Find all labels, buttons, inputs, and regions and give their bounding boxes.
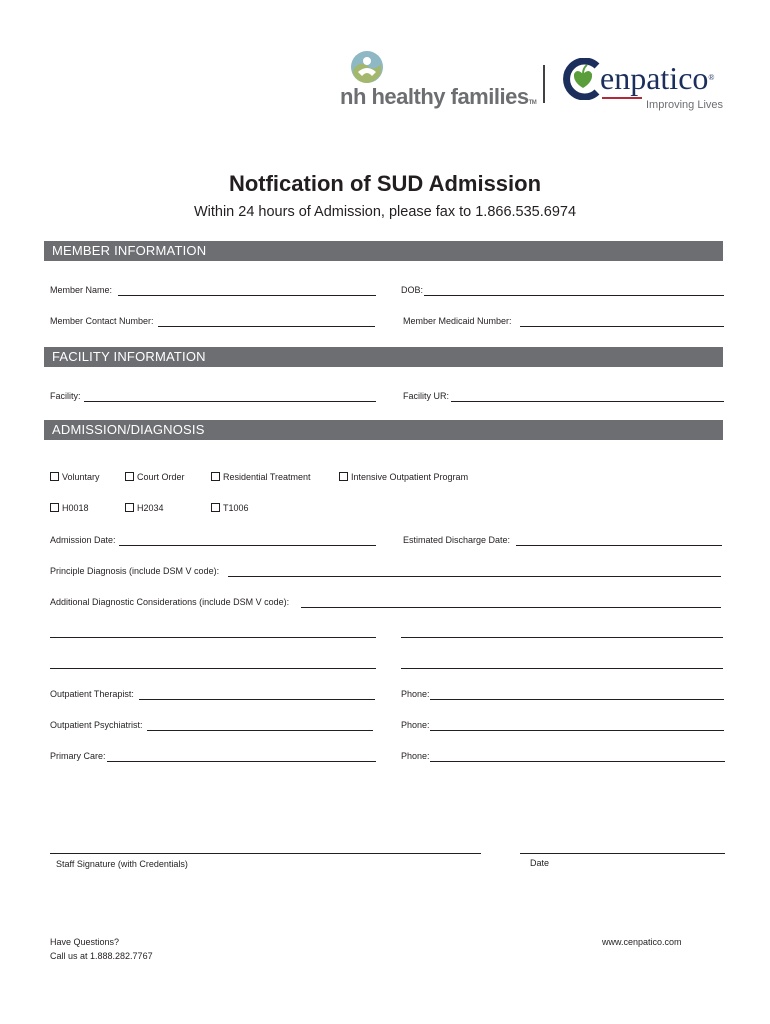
section-member-information: MEMBER INFORMATION bbox=[44, 241, 723, 261]
signature-date-label: Date bbox=[530, 858, 550, 868]
member-contact-number-field[interactable] bbox=[158, 326, 375, 327]
member-medicaid-number-field[interactable] bbox=[520, 326, 724, 327]
logo-divider bbox=[543, 65, 545, 103]
facility-ur-label: Facility UR: bbox=[403, 391, 450, 401]
outpatient-therapist-field[interactable] bbox=[139, 699, 375, 700]
nh-healthy-families-logo bbox=[340, 84, 536, 110]
checkbox-label: Voluntary bbox=[62, 472, 100, 482]
therapist-phone-field[interactable] bbox=[430, 699, 724, 700]
footer-website[interactable]: www.cenpatico.com bbox=[602, 937, 682, 947]
estimated-discharge-date-label: Estimated Discharge Date: bbox=[403, 535, 511, 545]
checkbox-box[interactable] bbox=[125, 503, 134, 512]
psychiatrist-phone-label: Phone: bbox=[401, 720, 430, 730]
outpatient-psychiatrist-field[interactable] bbox=[147, 730, 373, 731]
outpatient-therapist-label: Outpatient Therapist: bbox=[50, 689, 134, 699]
primary-care-phone-label: Phone: bbox=[401, 751, 430, 761]
additional-considerations-line[interactable] bbox=[401, 668, 723, 669]
footer-questions: Have Questions? bbox=[50, 937, 120, 947]
admission-date-field[interactable] bbox=[119, 545, 376, 546]
principle-diagnosis-label: Principle Diagnosis (include DSM V code): bbox=[50, 566, 220, 576]
checkbox-label: H2034 bbox=[137, 503, 164, 513]
additional-considerations-field[interactable] bbox=[301, 607, 721, 608]
additional-considerations-label: Additional Diagnostic Considerations (include DSM V code): bbox=[50, 597, 290, 607]
checkbox-box[interactable] bbox=[125, 472, 134, 481]
estimated-discharge-date-field[interactable] bbox=[516, 545, 722, 546]
checkbox-box[interactable] bbox=[50, 503, 59, 512]
checkbox-box[interactable] bbox=[211, 503, 220, 512]
checkbox-label: T1006 bbox=[223, 503, 249, 513]
cenpatico-tagline: Improving Lives bbox=[646, 99, 724, 111]
staff-signature-field[interactable] bbox=[50, 853, 481, 854]
staff-signature-label: Staff Signature (with Credentials) bbox=[56, 859, 188, 869]
checkbox-label: H0018 bbox=[62, 503, 89, 513]
checkbox-voluntary[interactable] bbox=[50, 472, 100, 483]
member-contact-number-label: Member Contact Number: bbox=[50, 316, 154, 326]
psychiatrist-phone-field[interactable] bbox=[430, 730, 724, 731]
member-name-label: Member Name: bbox=[50, 285, 113, 295]
signature-date-field[interactable] bbox=[520, 853, 725, 854]
dob-label: DOB: bbox=[401, 285, 424, 295]
member-medicaid-number-label: Member Medicaid Number: bbox=[403, 316, 512, 326]
additional-considerations-line[interactable] bbox=[50, 637, 376, 638]
checkbox-h2034[interactable] bbox=[125, 503, 164, 514]
additional-considerations-line[interactable] bbox=[401, 637, 723, 638]
cenpatico-logo-text: enpatico bbox=[600, 60, 709, 96]
principle-diagnosis-field[interactable] bbox=[228, 576, 721, 577]
section-facility-information: FACILITY INFORMATION bbox=[44, 347, 723, 367]
checkbox-box[interactable] bbox=[211, 472, 220, 481]
nh-logo-tm: TM bbox=[528, 100, 537, 106]
checkbox-t1006[interactable] bbox=[211, 503, 249, 514]
nh-healthy-families-logo-icon bbox=[350, 50, 384, 84]
facility-ur-field[interactable] bbox=[451, 401, 724, 402]
admission-date-label: Admission Date: bbox=[50, 535, 116, 545]
cenpatico-logo-reg: ® bbox=[708, 73, 715, 82]
checkbox-residential-treatment[interactable] bbox=[211, 472, 311, 483]
therapist-phone-label: Phone: bbox=[401, 689, 430, 699]
cenpatico-logo-icon bbox=[563, 58, 603, 100]
dob-field[interactable] bbox=[424, 295, 724, 296]
additional-considerations-line[interactable] bbox=[50, 668, 376, 669]
facility-field[interactable] bbox=[84, 401, 376, 402]
cenpatico-logo bbox=[600, 60, 714, 96]
checkbox-court-order[interactable] bbox=[125, 472, 185, 483]
primary-care-phone-field[interactable] bbox=[430, 761, 725, 762]
checkbox-h0018[interactable] bbox=[50, 503, 89, 514]
primary-care-field[interactable] bbox=[107, 761, 376, 762]
checkbox-intensive-outpatient-program[interactable] bbox=[339, 472, 468, 483]
nh-logo-text: nh healthy families bbox=[340, 84, 529, 109]
facility-label: Facility: bbox=[50, 391, 81, 401]
checkbox-label: Court Order bbox=[137, 472, 185, 482]
outpatient-psychiatrist-label: Outpatient Psychiatrist: bbox=[50, 720, 143, 730]
member-name-field[interactable] bbox=[118, 295, 376, 296]
cenpatico-rule bbox=[602, 97, 642, 99]
checkbox-box[interactable] bbox=[339, 472, 348, 481]
footer-phone: Call us at 1.888.282.7767 bbox=[50, 951, 153, 961]
checkbox-box[interactable] bbox=[50, 472, 59, 481]
checkbox-label: Intensive Outpatient Program bbox=[351, 472, 469, 482]
section-admission-diagnosis: ADMISSION/DIAGNOSIS bbox=[44, 420, 723, 440]
form-title: Notfication of SUD Admission bbox=[228, 171, 542, 196]
form-subtitle: Within 24 hours of Admission, please fax to 1.866.535.6974 bbox=[193, 204, 577, 220]
primary-care-label: Primary Care: bbox=[50, 751, 106, 761]
checkbox-label: Residential Treatment bbox=[223, 472, 311, 482]
